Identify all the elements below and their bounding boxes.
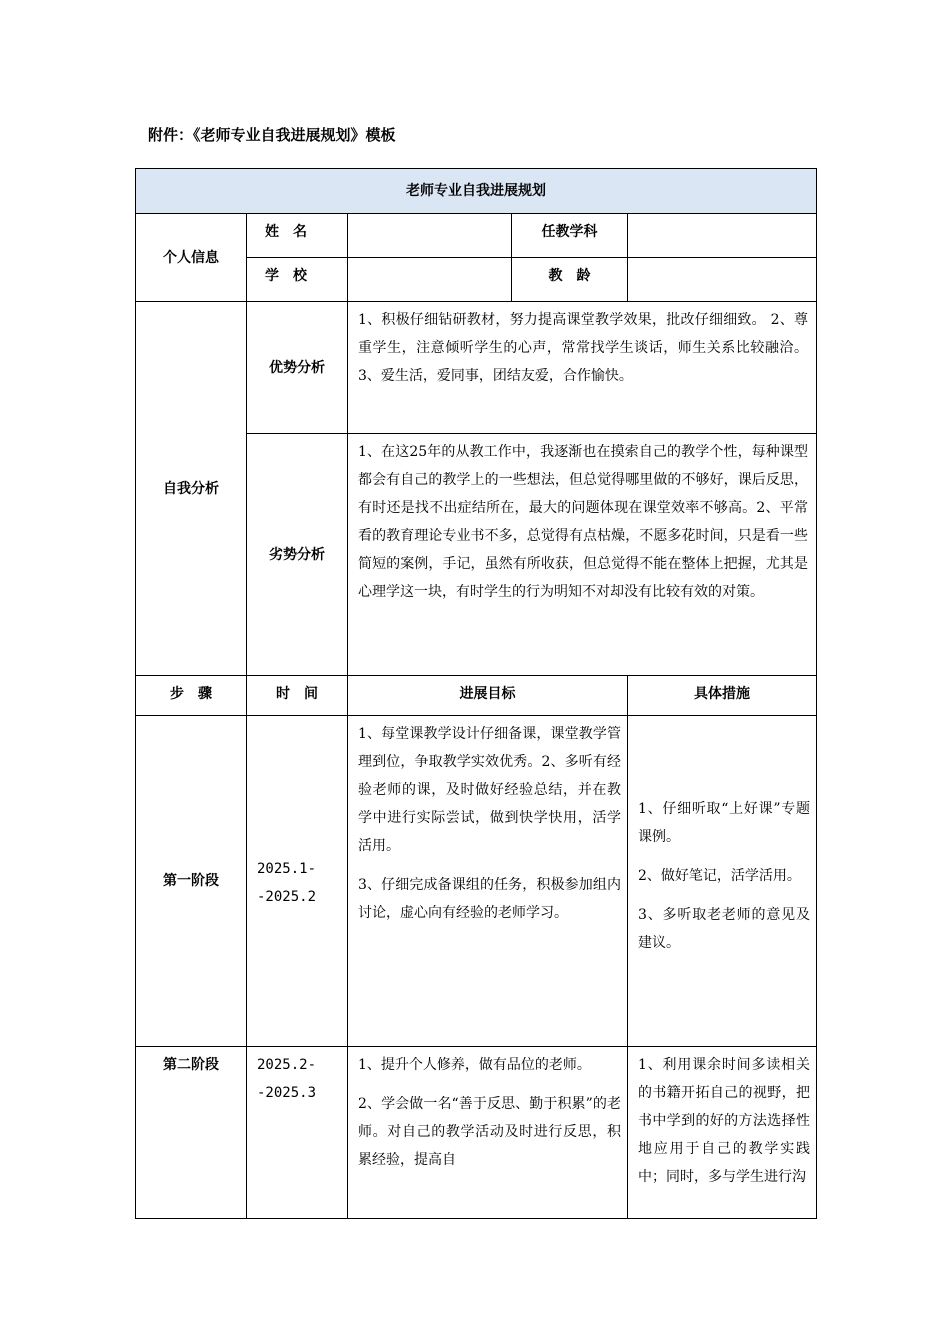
name-field[interactable] — [348, 214, 512, 258]
stage-name: 第一阶段 — [136, 716, 247, 1047]
name-label: 姓 名 — [247, 214, 348, 258]
teaching-years-label: 教 龄 — [512, 258, 628, 302]
self-analysis-label: 自我分析 — [136, 302, 247, 676]
column-header-measures: 具体措施 — [628, 676, 817, 716]
measure-paragraph: 2、做好笔记，活学活用。 — [638, 867, 801, 884]
stage-measures — [628, 1047, 817, 1219]
goal-paragraph: 2、学会做一名“善于反思、勤于积累”的老师。对自己的教学活动及时进行反思，积累经验，提高自 — [358, 1096, 621, 1168]
stage-goals — [348, 1047, 628, 1219]
goal-paragraph: 3、仔细完成备课组的任务，积极参加组内讨论，虚心向有经验的老师学习。 — [358, 877, 621, 921]
measure-paragraph: 1、利用课余时间多读相关的书籍开拓自己的视野，把书中学到的好的方法选择性地应用于自己的教学实践中；同时，多与学生进行沟 — [638, 1057, 810, 1185]
strength-text: 1、积极仔细钻研教材，努力提高课堂教学效果，批改仔细细致。 2、尊重学生，注意倾听学生的心声，常常找学生谈话，师生关系比较融洽。3、爱生活，爱同事，团结友爱，合作愉快。 — [348, 302, 817, 434]
goal-paragraph: 1、每堂课教学设计仔细备课，课堂教学管理到位，争取教学实效优秀。2、多听有经验老师的课，及时做好经验总结，并在教学中进行实际尝试，做到快学快用，活学活用。 — [358, 726, 621, 854]
stage-measures — [628, 716, 817, 1047]
stage-goals — [348, 716, 628, 1047]
weakness-label: 劣势分析 — [247, 434, 348, 676]
subject-field[interactable] — [628, 214, 817, 258]
column-header-time: 时 间 — [247, 676, 348, 716]
column-header-goal: 进展目标 — [348, 676, 628, 716]
measure-paragraph: 3、多听取老老师的意见及建议。 — [638, 906, 810, 951]
school-field[interactable] — [348, 258, 512, 302]
stage-name: 第二阶段 — [136, 1047, 247, 1219]
stage-time: 2025.1--2025.2 — [247, 716, 348, 1047]
table-row — [136, 716, 817, 1047]
table-title: 老师专业自我进展规划 — [136, 169, 817, 214]
table-row — [136, 1047, 817, 1219]
school-label: 学 校 — [247, 258, 348, 302]
teaching-years-field[interactable] — [628, 258, 817, 302]
measure-paragraph: 1、仔细听取“上好课”专题课例。 — [638, 800, 810, 845]
column-header-step: 步 骤 — [136, 676, 247, 716]
stage-time: 2025.2--2025.3 — [247, 1047, 348, 1219]
subject-label: 任教学科 — [512, 214, 628, 258]
goal-paragraph: 1、提升个人修养，做有品位的老师。 — [358, 1057, 591, 1073]
development-plan-table — [135, 168, 817, 1219]
document-heading: 附件：《老师专业自我进展规划》模板 — [148, 126, 396, 144]
weakness-text: 1、在这25年的从教工作中，我逐渐也在摸索自己的教学个性，每种课型都会有自己的教学上的一些想法，但总觉得哪里做的不够好，课后反思，有时还是找不出症结所在，最大的问题体现在课堂效率不够高。2、平常看的教育理论专业书不多，总觉得有点枯燥，不愿多花时间，只是看一些简短的案例，手记，虽然有所收获，但总觉得不能在整体上把握，尤其是心理学这一块，有时学生的行为明知不对却没有比较有效的对策。 — [348, 434, 817, 676]
strength-label: 优势分析 — [247, 302, 348, 434]
personal-info-label: 个人信息 — [136, 214, 247, 302]
